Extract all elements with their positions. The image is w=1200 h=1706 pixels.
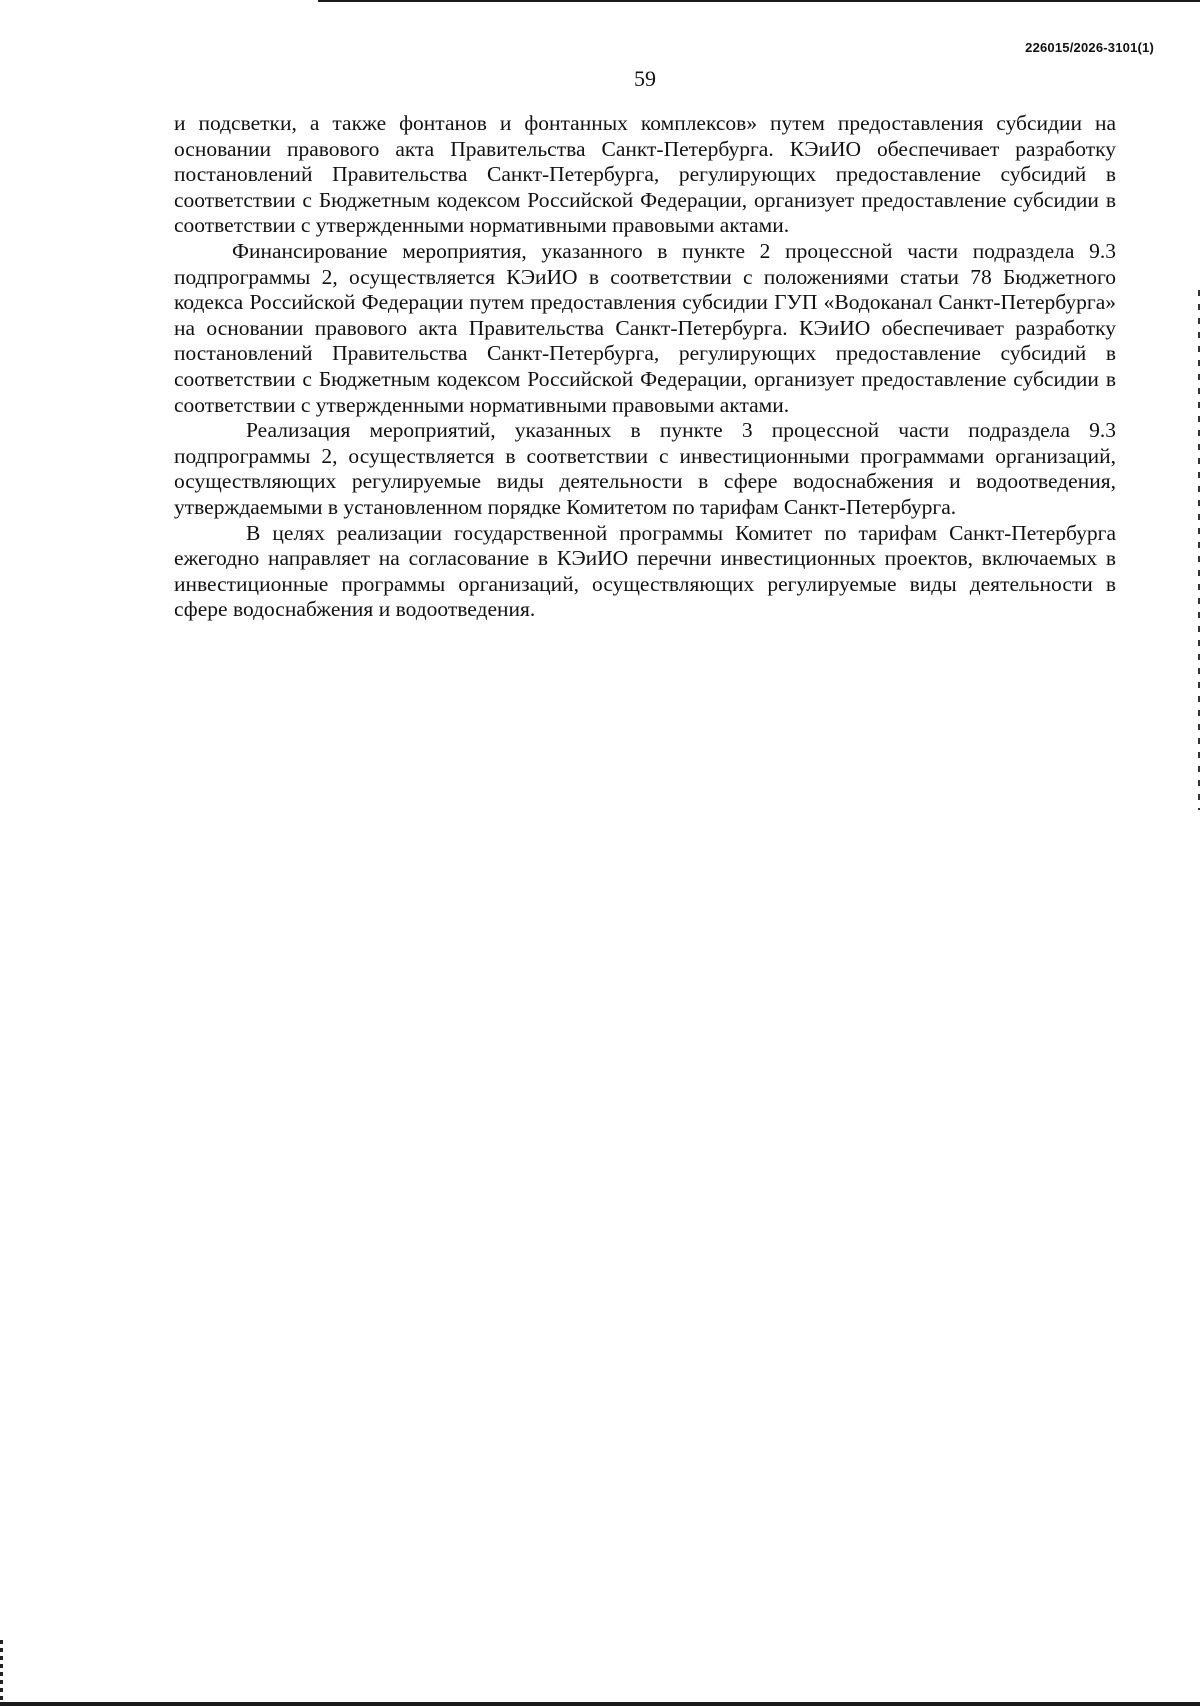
paragraph-4: В целях реализации государственной программы Комитет по тарифам Санкт-Петербурга ежегодно направляет на согласование в КЭиИО перечни инвестиционных проектов, включаемых в инвестиционные программы организаций, осуществляющих регулируемые виды деятельности в сфере водоснабжения и водоотведения. xyxy=(174,520,1116,622)
scan-edge-bottom xyxy=(0,1702,1200,1706)
document-body xyxy=(174,111,1116,623)
scan-edge-top xyxy=(318,0,1200,2)
paragraph-2: Финансирование мероприятия, указанного в пункте 2 процессной части подраздела 9.3 подпрограммы 2, осуществляется КЭиИО в соответствии с положениями статьи 78 Бюджетного кодекса Российской Федерации путем предоставления субсидии ГУП «Водоканал Санкт-Петербурга» на основании правового акта Правительства Санкт-Петербурга. КЭиИО обеспечивает разработку постановлений Правительства Санкт-Петербурга, регулирующих предоставление субсидий в соответствии с Бюджетным кодексом Российской Федерации, организует предоставление субсидии в соответствии с утвержденными нормативными правовыми актами. xyxy=(174,238,1116,417)
paragraph-1: и подсветки, а также фонтанов и фонтанных комплексов» путем предоставления субсидии на основании правового акта Правительства Санкт-Петербурга. КЭиИО обеспечивает разработку постановлений Правительства Санкт-Петербурга, регулирующих предоставление субсидий в соответствии с Бюджетным кодексом Российской Федерации, организует предоставление субсидии в соответствии с утвержденными нормативными правовыми актами. xyxy=(174,111,1116,238)
page-number: 59 xyxy=(634,66,656,91)
paragraph-3: Реализация мероприятий, указанных в пункте 3 процессной части подраздела 9.3 подпрограммы 2, осуществляется в соответствии с инвестиционными программами организаций, осуществляющих регулируемые виды деятельности в сфере водоснабжения и водоотведения, утверждаемыми в установленном порядке Комитетом по тарифам Санкт-Петербурга. xyxy=(174,418,1116,519)
scan-edge-left xyxy=(0,1640,3,1706)
document-id: 226015/2026-3101(1) xyxy=(1025,40,1154,55)
